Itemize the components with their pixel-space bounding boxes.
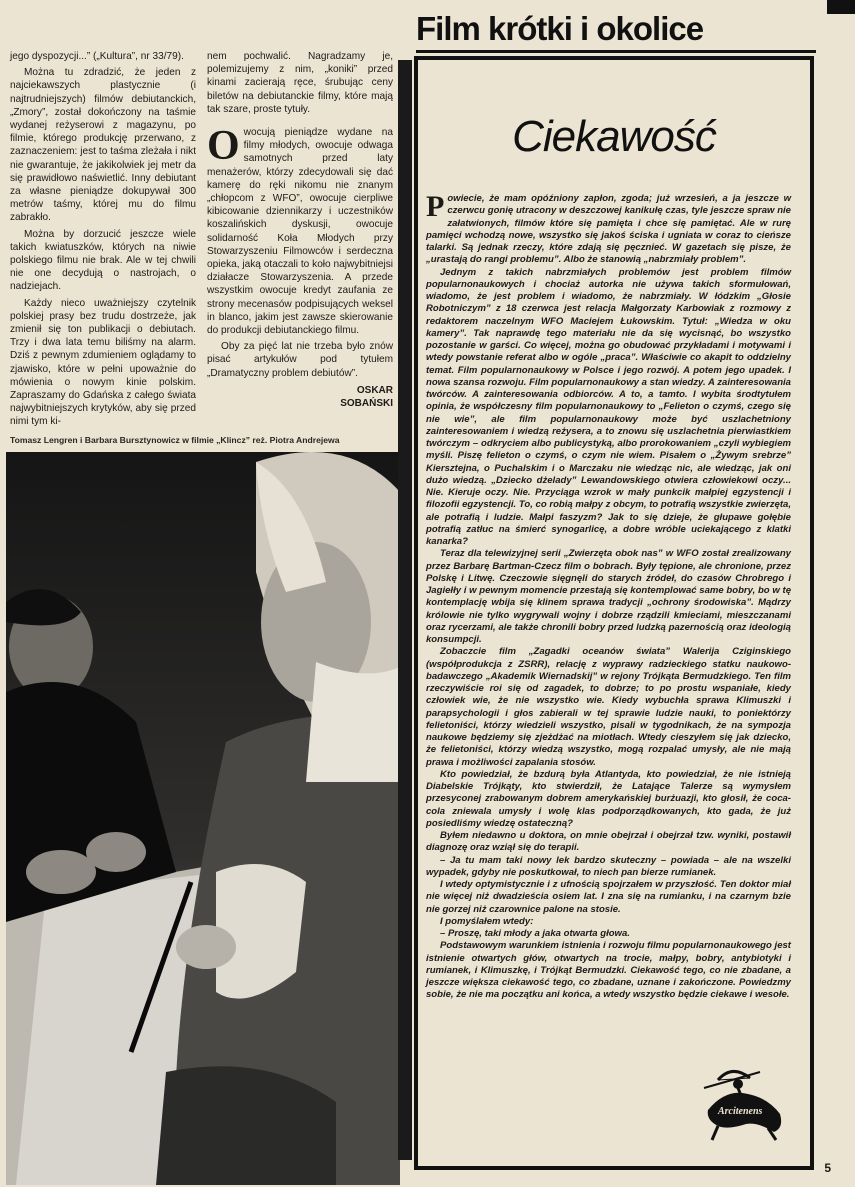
article-paragraph-6: Byłem niedawno u doktora, on mnie obejrzał i obejrzał tzw. wyniki, postawił diagnozę oraz wziął się do terapii. [426, 830, 791, 854]
article-box-shadow [398, 60, 412, 1160]
middle-paragraph-1 [207, 123, 393, 337]
section-header: Film krótki i okolice [416, 10, 704, 47]
middle-dropcap: O [207, 123, 240, 170]
left-paragraph-1: jego dyspozycji...” („Kultura”, nr 33/79). [10, 51, 184, 62]
left-text-column [10, 50, 196, 432]
article-paragraph-2: Jednym z takich nabrzmiałych problemów jest problem filmów popularnonaukowych i chociaż autorka nie używa takich sformułowań, wiadomo, że jest problem i wiadomo, że nabrzmiały. W łódzkim „Głosie Robotniczym” z 18 czerwca jest relacja Małgorzaty Karbowiak z rozmowy z redaktorem naczelnym WFO Maciejem Łukowskim. Tytuł: „Wiedza w oku kamery”. Tak naprawdę tego materiału nie da się wycisnąć, bo wszystko pozostanie w garści. Co więcej, można go obudować przykładami i motywami i wtedy powstanie referat albo w ogóle „praca”. Właściwie co akapit to oddzielny temat. Film popularnonaukowy w Polsce i jego rozwój. A potem jego upadek. I nowa szansa rozwoju. Film popularnonaukowy a stan wiedzy. A zainteresowania twórców. A zainteresowania odbiorców. A to, a tamto. I wybita środtytułem opinia, że współczesny film popularnonaukowy to „Felieton o czymś, czego się nie wie”, ale film popularnonaukowy może być uszlachetniony zainteresowaniem i wiedzą reżysera, a to znowu się uszlachetnia pierwiastkiem twórczym – odkryciem albo publicystyką, albo prorokowaniem „czyli wybiegiem myśli. Piszę felieton o czymś, o czym nie wiem. Pisałem o „Żywym srebrze” Kiersztejna, o Puchalskim i o Marczaku nie wiedząc nic, ale wiedząc, jak oni dużo wiedzą. „Dziecko dżelady” Lewandowskiego otwiera człowiekowi oczy... Nie. Kieruje oczy. Nie. Przyciąga wzrok w mały punkcik małpiej egzystencji i filozofii egzystencji. To, co robią małpy z obcym, to potrafią wszystkie zwierzęta, ale potrafią i ludzie. Małpi faszyzm? Jak to się dzieje, że głupawe gołębie potrafią zatłuc na śmierć synogarlicę, a dobre wróble uciekającego z klatki kanarka? [426, 266, 791, 547]
middle-paragraph-2: Oby za pięć lat nie trzeba było znów pisać artykułów pod tytułem „Dramatyczny problem debiutów”. [207, 341, 393, 379]
left-paragraph-4: Każdy nieco uważniejszy czytelnik polskiej prasy bez trudu dostrzeże, jak zmienił się ton publikacji o debiutach. Trzy i dwa lata temu biliśmy na alarm. Dziś z pewnym zdumieniem oglądamy to zjawisko, które w pełni upoważnie do mówienia o nowym kinie polskim. Zapraszamy do Gdańska z całego świata najwybitniejszych krytyków, aby się przed nimi tym ki- [10, 297, 196, 428]
article-paragraph-10: – Proszę, taki młody a jaka otwarta głowa. [440, 928, 630, 939]
page-number: 5 [824, 1161, 831, 1175]
author-last-name: SOBAŃSKI [340, 397, 393, 409]
logo-text: Arcitenens [718, 1106, 763, 1117]
arcitenens-logo [688, 1058, 800, 1144]
film-still-photo [6, 452, 400, 1185]
middle-lead-paragraph: nem pochwalić. Nagradzamy je, polemizujemy z nim, „koniki” przed kinami zacierają ręce, śrubując ceny biletów na debiutanckie filmy, które mają tak szare, proste tytuły. [207, 51, 393, 115]
article-paragraph-8: I wtedy optymistycznie i z ufnością spojrzałem w przyszłość. Ten doktor miał nie więcej niż dwadzieścia osiem lat. I zna się na rumianku, i na czarnym bzie nie gorzej niż czarownice palone na stosie. [426, 879, 791, 915]
article-paragraph-5: Kto powiedział, że bzdurą była Atlantyda, kto powiedział, że nie istnieją Diabelskie Trójkąty, kto stwierdził, że Latające Talerze są wymysłem przesyconej zrabowanym dobrem amerykańskiej burżuazji, kto głosił, że coca-cola zniewala umysły i wolę klas podporządkowanych, kto gada, że już posiedliśmy wiedzę ostateczną? [426, 768, 791, 829]
article-paragraph-11: Podstawowym warunkiem istnienia i rozwoju filmu popularnonaukowego jest istnienie otwartych głów, otwartych na trocie, małpy, bobry, antybiotyki i rumianek, i Klimuszkę, i Trójkąt Bermudzki. Ciekawość tego, co nie zbadane, a jeszcze większa ciekawość tego, co zbadane, uznane i zakończone. Powiedzmy sobie, że nie ma początku ani końca, a wtedy wszystko będzie ciekawe i wesołe. [426, 940, 791, 1001]
article-title: Ciekawość [512, 112, 716, 161]
article-paragraph-7: – Ja tu mam taki nowy lek bardzo skuteczny – powiada – ale na wszelki wypadek, gdyby nie poskutkował, to niech pan bierze rumianek. [426, 854, 791, 878]
middle-text-column [207, 50, 393, 410]
corner-print-mark [827, 0, 855, 14]
author-signature [207, 384, 393, 410]
article-paragraph-4: Zobaczcie film „Zagadki oceanów świata” Walerija Cziginskiego (współprodukcja z ZSRR), relację z wyprawy radzieckiego statku naukowo-badawczego „Akademik Wiernadskij” w rejony Trójkąta Bermudzkiego. Ten film rzeczywiście roi się od zagadek, to dobrze; to po prostu wspaniałe, kiedy człowiek wie, że nie wszystko wie. Kiedy wybuchła sprawa Klimuszki i parapsychologii i głos zabierali w tej sprawie ludzie nauki, to poniektórzy felietoniści, którzy wiedzieli wszystko, pisali w tygodnikach, że na sympozja naukowe będziemy się zjeżdżać na miotłach. Wtedy cieszyłem się jak dziecko, że felietoniści, którzy wiedzą wszystko, mogą rozpalać umysły, ale nie mają prawa i możliwości zapalania stosów. [426, 646, 791, 768]
header-rule [416, 50, 816, 53]
left-paragraph-3: Można by dorzucić jeszcze wiele takich kwiatuszków, których na niwie polskiego filmu nie brak. Ale w tej chwili nie one decydują o nastrojach, o nadziejach. [10, 228, 196, 293]
middle-paragraph-1-text: wocują pieniądze wydane na filmy młodych, owocuje odwaga samotnych przed laty menażerów, którzy zdecydowali się dać kamerę do ręki nikomu nie znanym „chłopcom z WFO”, owocuje cierpliwe kibicowanie dziennikarzy i uczestników koszalińskich dyskusji, owocuje solidarność Koła Młodych przy Stowarzyszeniu Filmowców i serdeczna opieka, jaką otaczali to koło najwybitniejsi działacze Stowarzyszenia. A przede wszystkim owocuje kredyt zaufania ze strony mecenasów podpisujących weksel in blanco, jakim jest zawsze skierowanie do produkcji debiutanckiego filmu. [207, 127, 393, 337]
article-dropcap: P [426, 190, 445, 223]
left-paragraph-2: Można tu zdradzić, że jeden z najciekawszych plastycznie (i najtrudniejszych) filmów debiutanckich, „Zmory”, został dokończony na taśmie wydanej reżyserowi z magazynu, po filmie, którego produkcję przerwano, z zaznaczeniem: jest to taśma zleżała i nikt nie gwarantuje, że jakikolwiek jej metr da się prawidłowo naświetlić. Inny debiutant za własne pieniądze dokupywał 300 metrów taśmy, której mu do filmu zabrakło. [10, 67, 196, 224]
article-paragraph-3: Teraz dla telewizyjnej serii „Zwierzęta obok nas” w WFO został zrealizowany przez Barbarę Bartman-Czecz film o bobrach. Były tępione, ale chronione, przez Polskę i Litwę. Czeczowie sięgnęli do starych źródeł, do czasów Chrobrego i Jagiełły i w pewnym momencie przestają się kontemplować same bobry, bo w tę kontemplację wbija się klinem sprawa tradycji „ochrony środowiska”. Mądrzy królowie nie tylko wygrywali wojny i dobrze rządzili kmieciami, mieszczanami oraz rycerzami, ale także chronili bobry przed ludzką pazernością oraz ideologią konsumpcji. [426, 548, 791, 645]
film-still-illustration [6, 452, 400, 1185]
archer-icon [688, 1058, 800, 1144]
article-paragraph-1-text: owiecie, że mam opóźniony zapłon, zgoda; już wrzesień, a ja jeszcze w czerwcu gonię utracony w deszczowej kanikułę czas, tyle jeszcze spraw nie załatwionych, filmów które się pamięta i chce się pamiętać. Ale w rurę pamięci wchodzą nowe, wszystko się jakoś ściska i ugniata w coraz to cieńsze talarki. Są jednak rzeczy, które zdają się pęcznieć. W gazetach się pisze, że „urastają do rangi problemu”. Albo że stanowią „nabrzmiały problem”. [426, 193, 791, 266]
article-paragraph-9: I pomyślałem wtedy: [440, 915, 534, 927]
article-body [426, 190, 791, 1002]
author-first-name: OSKAR [356, 384, 393, 396]
article-paragraph-1 [426, 190, 791, 267]
photo-caption: Tomasz Lengren i Barbara Bursztynowicz w filmie „Klincz” reż. Piotra Andrejewa [10, 435, 340, 445]
